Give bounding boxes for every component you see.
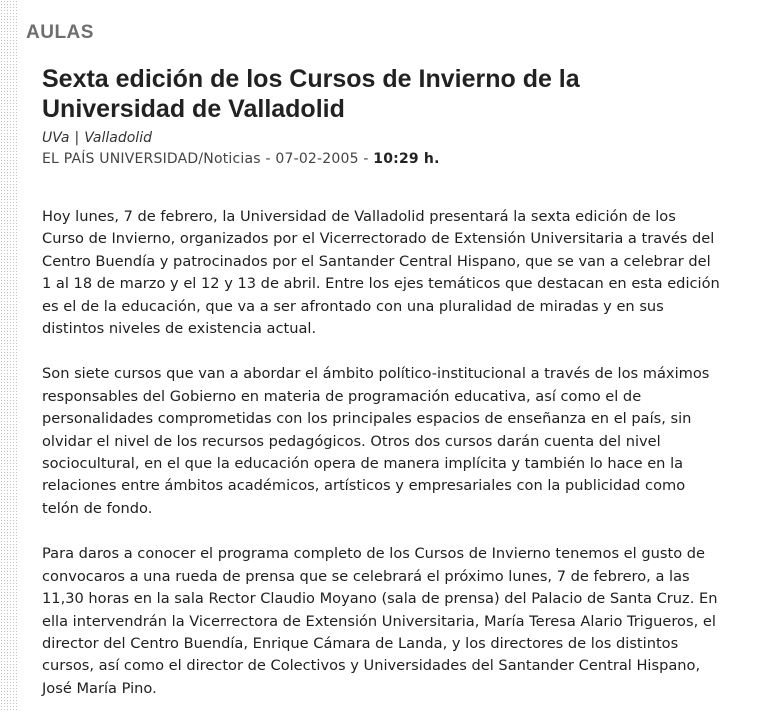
publication-name: EL PAÍS UNIVERSIDAD/Noticias bbox=[42, 151, 261, 167]
publish-date: 07-02-2005 bbox=[275, 151, 359, 167]
byline-source: UVa bbox=[42, 130, 70, 146]
meta-separator: - bbox=[363, 151, 374, 167]
article-meta bbox=[42, 151, 440, 167]
article-paragraph: Para daros a conocer el programa completo de los Cursos de Invierno tenemos el gusto de convocaros a una rueda de prensa que se celebrará el próximo lunes, 7 de febrero, a las 11,30 horas en la sala Rector Claudio Moyano (sala de prensa) del Palacio de Santa Cruz. En ella intervendrán la Vicerrectora de Extensión Universitaria, María Teresa Alario Trigueros, el director del Centro Buendía, Enrique Cámara de Landa, y los directores de los distintos cursos, así como el director de Colectivos y Universidades del Santander Central Hispano, José María Pino. bbox=[42, 545, 718, 697]
section-label: AULAS bbox=[26, 22, 94, 43]
byline-place: Valladolid bbox=[84, 130, 152, 146]
article-paragraph: Son siete cursos que van a abordar el ámbito político-institucional a través de los máximos responsables del Gobierno en materia de programación educativa, así como el de personalidades comprometidas con los principales espacios de enseñanza en el país, sin olvidar el nivel de los recursos pedagógicos. Otros dos cursos darán cuenta del nivel sociocultural, en el que la educación opera de manera implícita y también lo hace en la relaciones entre ámbitos académicos, artísticos y empresariales con la publicidad como telón de fondo. bbox=[42, 365, 710, 517]
page-edge-texture bbox=[0, 0, 18, 711]
article-body bbox=[42, 206, 722, 723]
publish-time: 10:29 h. bbox=[373, 151, 440, 167]
article-paragraph: Hoy lunes, 7 de febrero, la Universidad de Valladolid presentará la sexta edición de los Curso de Invierno, organizados por el Vicerrectorado de Extensión Universitaria a través del Centro Buendía y patrocinados por el Santander Central Hispano, que se van a celebrar del 1 al 18 de marzo y el 12 y 13 de abril. Entre los ejes temáticos que destacan en esta edición es el de la educación, que va a ser afrontado con una pluralidad de miradas y en sus distintos niveles de existencia actual. bbox=[42, 208, 720, 338]
article-title: Sexta edición de los Cursos de Invierno de la Universidad de Valladolid bbox=[42, 65, 580, 123]
byline bbox=[42, 130, 152, 146]
meta-separator: - bbox=[265, 151, 276, 167]
byline-separator: | bbox=[74, 130, 80, 146]
